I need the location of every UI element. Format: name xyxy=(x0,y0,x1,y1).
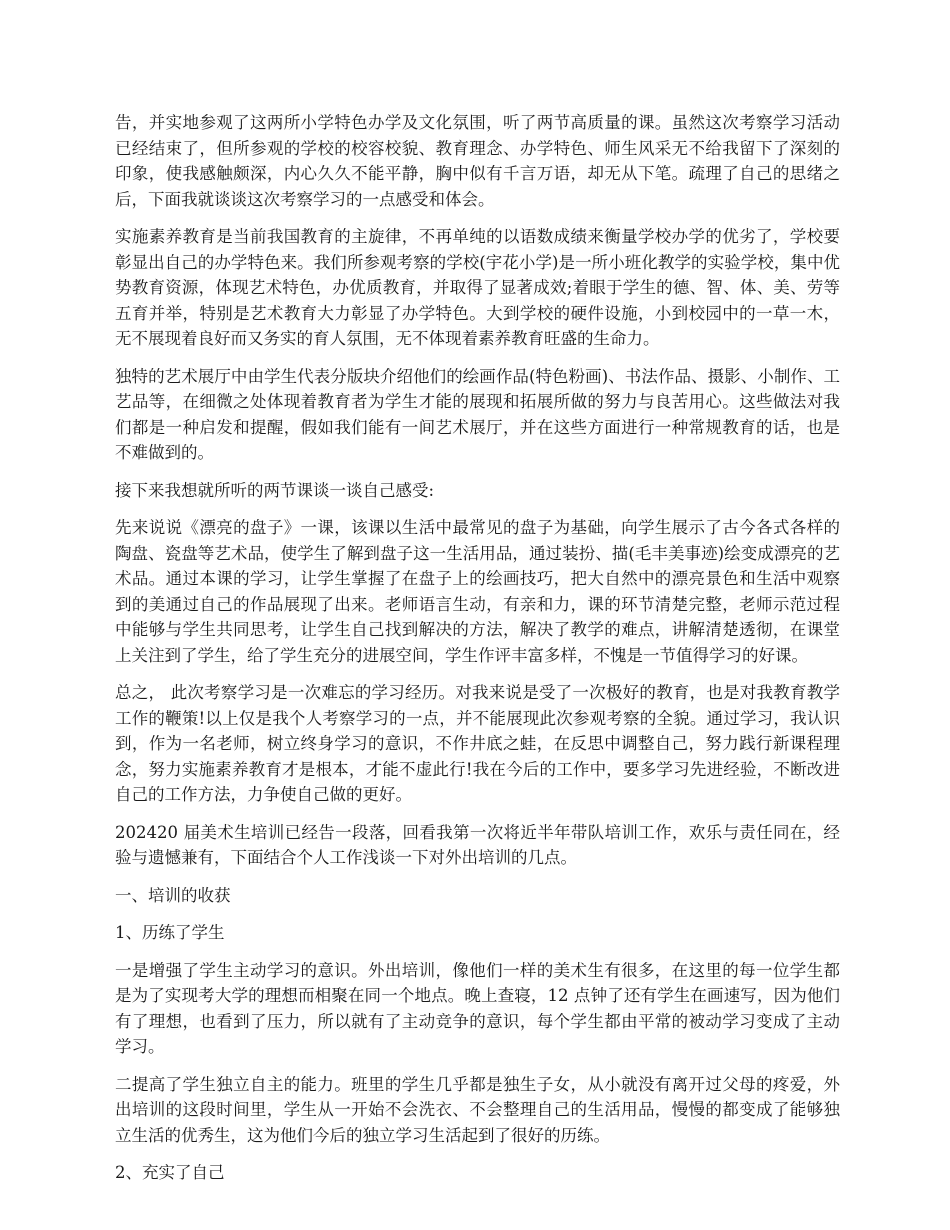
subheading-enriched-self: 2、充实了自己 xyxy=(115,1163,225,1182)
section-heading-training-gains: 一、培训的收获 xyxy=(115,885,231,905)
paragraph-art-gallery: 独特的艺术展厅中由学生代表分版块介绍他们的绘画作品(特色粉画)、书法作品、摄影、小制作、工艺品等，在细微之处体现着教育者为学生才能的展现和拓展所做的努力与良苦用心。这些做法对我们都是一种启发和提醒，假如我们能有一间艺术展厅，并在这些方面进行一种常规教育的话，也是不难做到的。 xyxy=(115,366,840,462)
subheading-trained-students: 1、历练了学生 xyxy=(115,923,225,942)
paragraph-plate-lesson: 先来说说《漂亮的盘子》一课，该课以生活中最常见的盘子为基础，向学生展示了古今各式各样的陶盘、瓷盘等艺术品，使学生了解到盘子这一生活用品，通过装扮、描(毛丰美事迹)绘变成漂亮的艺术品。通过本课的学习，让学生掌握了在盘子上的绘画技巧，把大自然中的漂亮景色和生活中观察到的美通过自己的作品展现了出来。老师语言生动，有亲和力，课的环节清楚完整，老师示范过程中能够与学生共同思考，让学生自己找到解决的方法，解决了教学的难点，讲解清楚透彻，在课堂上关注到了学生，给了学生充分的进展空间，学生作评丰富多样，不愧是一节值得学习的好课。 xyxy=(115,518,840,665)
paragraph-independence: 二提高了学生独立自主的能力。班里的学生几乎都是独生子女，从小就没有离开过父母的疼爱，外出培训的这段时间里，学生从一开始不会洗衣、不会整理自己的生活用品，慢慢的都变成了能够独立生活的优秀生，这为他们今后的独立学习生活起到了很好的历练。 xyxy=(115,1074,840,1145)
paragraph-lessons-intro: 接下来我想就所听的两节课谈一谈自己感受: xyxy=(115,480,435,500)
document-page xyxy=(115,110,840,1198)
paragraph-quality-education: 实施素养教育是当前我国教育的主旋律，不再单纯的以语数成绩来衡量学校办学的优劣了，学校要彰显出自己的办学特色来。我们所参观考察的学校(宇花小学)是一所小班化教学的实验学校，集中优势教育资源，体现艺术特色，办优质教育，并取得了显著成效;着眼于学生的德、智、体、美、劳等五育并举，特别是艺术教育大力彰显了办学特色。大到学校的硬件设施，小到校园中的一草一木，无不展现着良好而又务实的育人氛围，无不体现着素养教育旺盛的生命力。 xyxy=(115,227,840,348)
paragraph-active-learning: 一是增强了学生主动学习的意识。外出培训，像他们一样的美术生有很多，在这里的每一位学生都是为了实现考大学的理想而相聚在同一个地点。晚上查寝，12 点钟了还有学生在画速写，因为他们有了理想，也看到了压力，所以就有了主动竞争的意识，每个学生都由平常的被动学习变成了主动学习。 xyxy=(115,960,840,1056)
paragraph-training-summary: 202420 届美术生培训已经告一段落，回看我第一次将近半年带队培训工作，欢乐与责任同在，经验与遗憾兼有，下面结合个人工作浅谈一下对外出培训的几点。 xyxy=(115,822,840,867)
paragraph-conclusion: 总之， 此次考察学习是一次难忘的学习经历。对我来说是受了一次极好的教育，也是对我教育教学工作的鞭策!以上仅是我个人考察学习的一点，并不能展现此次参观考察的全貌。通过学习，我认识到，作为一名老师，树立终身学习的意识，不作井底之蛙，在反思中调整自己，努力践行新课程理念，努力实施素养教育才是根本，才能不虚此行!我在今后的工作中，要多学习先进经验，不断改进自己的工作方法，力争使自己做的更好。 xyxy=(115,683,840,804)
paragraph-intro: 告，并实地参观了这两所小学特色办学及文化氛围，听了两节高质量的课。虽然这次考察学习活动已经结束了，但所参观的学校的校容校貌、教育理念、办学特色、师生风采无不给我留下了深刻的印象，使我感触颇深，内心久久不能平静，胸中似有千言万语，却无从下笔。疏理了自己的思绪之后，下面我就谈谈这次考察学习的一点感受和体会。 xyxy=(115,113,840,209)
